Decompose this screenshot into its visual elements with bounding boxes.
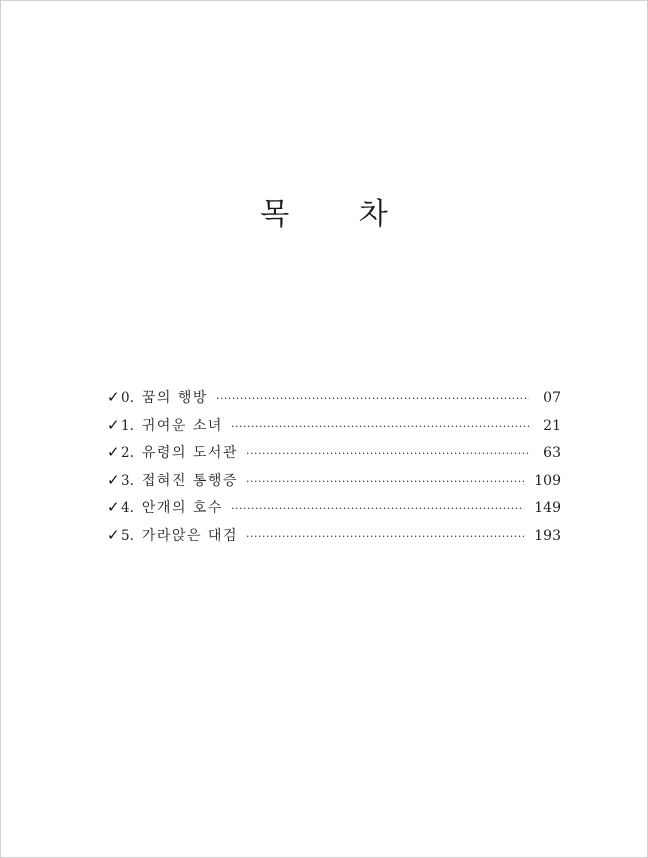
dot-leader	[231, 420, 529, 433]
dot-leader	[246, 475, 524, 488]
check-icon: ✓	[107, 443, 120, 462]
toc-label: 안개의 호수	[141, 500, 223, 517]
toc-number: 1.	[121, 417, 134, 434]
toc-number: 4.	[121, 500, 134, 517]
check-icon: ✓	[107, 388, 120, 406]
toc-number: 3.	[121, 472, 134, 489]
toc-entry-4	[107, 497, 561, 525]
toc-number: 0.	[121, 390, 134, 406]
toc-number: 5.	[121, 527, 134, 544]
dot-leader	[216, 392, 529, 405]
toc-entry-2	[107, 442, 561, 470]
toc-number: 2.	[121, 445, 134, 462]
toc-page-number: 21	[543, 417, 561, 434]
toc-entry-0	[107, 387, 561, 415]
toc-page-number: 193	[534, 527, 561, 544]
toc-entry-5	[107, 525, 561, 553]
check-icon: ✓	[107, 415, 120, 434]
toc-entry-1	[107, 415, 561, 443]
toc-page-number: 63	[543, 445, 561, 462]
toc-label: 접혀진 통행증	[141, 472, 238, 489]
toc-label: 유령의 도서관	[141, 445, 238, 462]
toc-page-number: 07	[543, 390, 561, 406]
toc-entry-3	[107, 470, 561, 498]
dot-leader	[231, 502, 524, 515]
toc-label: 꿈의 행방	[141, 390, 208, 406]
check-icon: ✓	[107, 498, 120, 517]
check-icon: ✓	[107, 470, 120, 489]
toc-label: 가라앉은 대검	[141, 527, 238, 544]
toc-page-number: 149	[534, 500, 561, 517]
dot-leader	[246, 530, 524, 543]
table-of-contents	[107, 387, 561, 553]
page-title: 목 차	[260, 197, 418, 232]
toc-label: 귀여운 소녀	[141, 417, 223, 434]
toc-page-number: 109	[534, 472, 561, 489]
check-icon: ✓	[107, 525, 120, 544]
dot-leader	[246, 447, 529, 460]
